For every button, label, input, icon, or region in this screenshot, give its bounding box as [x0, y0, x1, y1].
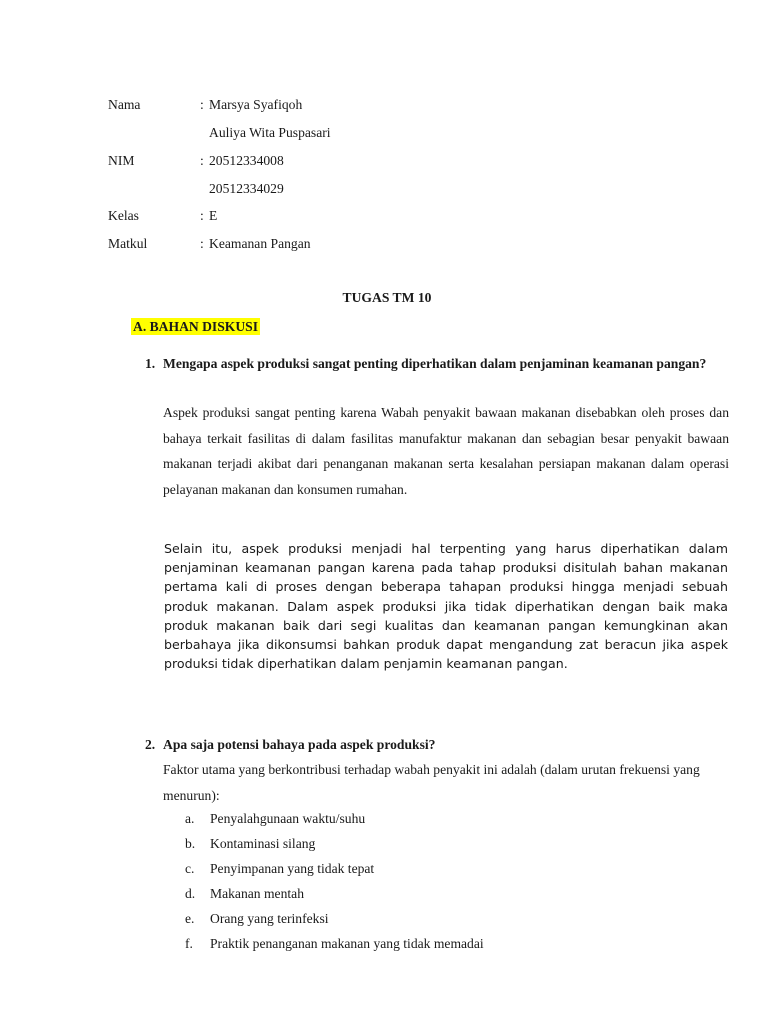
question-1 [145, 352, 735, 400]
question-text: Apa saja potensi bahaya pada aspek produksi? [163, 737, 436, 752]
list-item-text: Penyimpanan yang tidak tepat [210, 861, 375, 876]
list-item-text: Penyalahgunaan waktu/suhu [210, 811, 366, 826]
list-item-text: Makanan mentah [210, 886, 304, 901]
identity-colon: : [200, 153, 204, 168]
list-item-text: Kontaminasi silang [210, 836, 316, 851]
question-text: Mengapa aspek produksi sangat penting diperhatikan dalam penjaminan keamanan pangan? [163, 356, 707, 371]
identity-colon: : [200, 97, 204, 112]
section-heading: A. BAHAN DISKUSI [133, 319, 259, 334]
identity-value: E [209, 208, 218, 223]
identity-value: Keamanan Pangan [209, 236, 311, 251]
list-item-letter: e. [185, 911, 195, 926]
answer-paragraph-2: Selain itu, aspek produksi menjadi hal terpenting yang harus diperhatikan dalam penjaminan keamanan pangan karena pada tahap produksi disitulah bahan makanan pertama kali di proses dengan beberapa tahapan produksi hingga menjadi sebuah produk makanan. Dalam aspek produksi jika tidak diperhatikan dengan baik maka produk makanan baik dari segi kualitas dan keamanan pangan kemungkinan akan berbahaya jika dikonsumsi bahkan produk dapat mengandung zat beracun jika aspek produksi tidak diperhatikan dalam penjamin keamanan pangan. [164, 541, 728, 672]
list-item-letter: c. [185, 861, 195, 876]
identity-colon: : [200, 208, 204, 223]
identity-label: Matkul [108, 236, 148, 251]
question-number: 1. [145, 356, 156, 371]
identity-value: Marsya Syafiqoh [209, 97, 303, 112]
question-2 [145, 733, 735, 757]
answer-paragraph: Aspek produksi sangat penting karena Wabah penyakit bawaan makanan disebabkan oleh proses dan bahaya terkait fasilitas di dalam fasilitas manufaktur makanan dan sebagian besar penyakit bawaan makanan terjadi akibat dari penanganan makanan serta kesalahan persiapan makanan dalam operasi pelayanan makanan dan konsumen rumahan. [163, 405, 729, 497]
question-number: 2. [145, 737, 156, 752]
list-item-letter: a. [185, 811, 195, 826]
identity-value: 20512334008 [209, 153, 284, 168]
list-item-text: Praktik penanganan makanan yang tidak memadai [210, 936, 484, 951]
answer-paragraph: Faktor utama yang berkontribusi terhadap wabah penyakit ini adalah (dalam urutan frekuensi yang menurun): [163, 762, 700, 803]
identity-label: Nama [108, 97, 141, 112]
list-item-letter: d. [185, 886, 196, 901]
document-title: TUGAS TM 10 [342, 290, 432, 305]
identity-value: Auliya Wita Puspasari [209, 125, 331, 140]
list-item-text: Orang yang terinfeksi [210, 911, 329, 926]
identity-value: 20512334029 [209, 181, 284, 196]
identity-colon: : [200, 236, 204, 251]
identity-label: Kelas [108, 208, 139, 223]
identity-label: NIM [108, 153, 135, 168]
list-item-letter: b. [185, 836, 196, 851]
list-item-letter: f. [185, 936, 193, 951]
